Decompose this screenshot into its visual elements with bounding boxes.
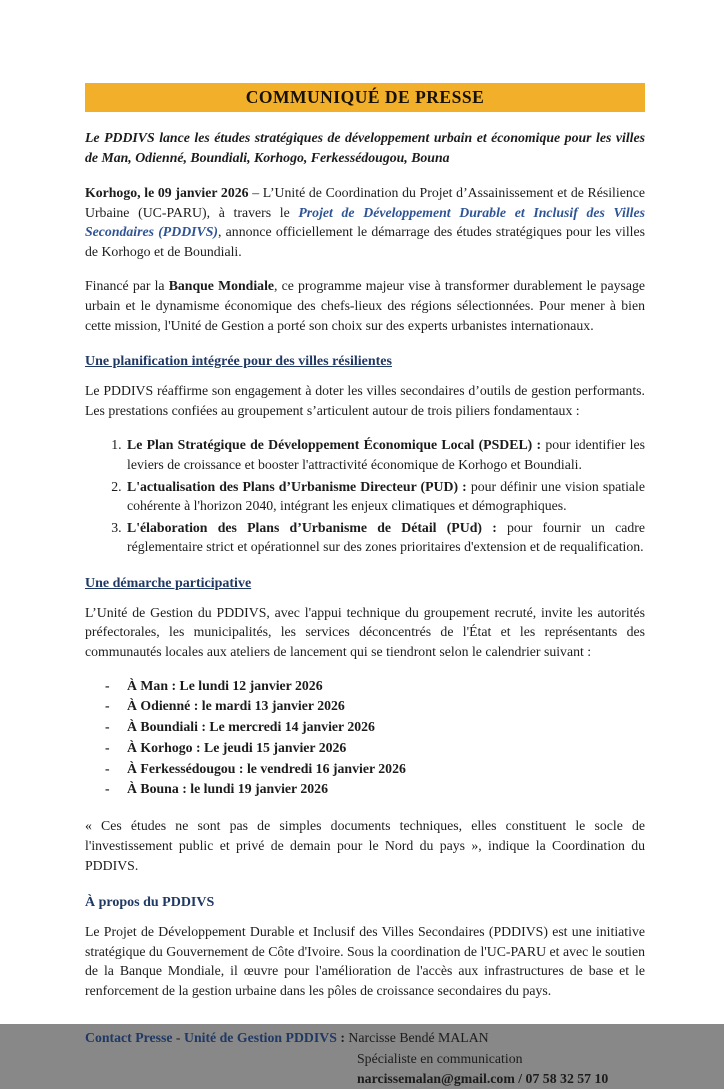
contact-name: Narcisse Bendé MALAN: [348, 1029, 489, 1045]
pillar-item-pud: [125, 477, 645, 516]
dash-marker: -: [105, 719, 110, 735]
schedule-item-boundiali-label: À Boundiali : Le mercredi 14 janvier 2026: [127, 719, 375, 735]
dash-marker: -: [105, 760, 110, 776]
funding-text-b: , ce programme majeur vise à transformer durablement le paysage urbain et le dynamisme économique des chefs-lieux des régions sélectionnées. Pour mener à bien cette mission, l'Unité de Gestion a porté son choix sur des experts urbanistes internationaux.: [85, 278, 645, 333]
contact-colon: :: [336, 1029, 349, 1045]
schedule-item-man-label: À Man : Le lundi 12 janvier 2026: [127, 677, 323, 693]
contact-line: [85, 1028, 645, 1048]
section-heading-demarche-label: Une démarche participative: [85, 575, 252, 591]
about-heading: [85, 895, 645, 911]
banner-title: COMMUNIQUÉ DE PRESSE: [245, 87, 485, 107]
schedule-item-bouna-label: À Bouna : le lundi 19 janvier 2026: [127, 781, 328, 797]
contact-block: [85, 1028, 645, 1089]
schedule-list: [85, 677, 645, 798]
pillar-pudetail-text: pour fournir un cadre réglementaire strict et opérationnel sur des zones prioritaires d'extension et de requalification.: [127, 519, 645, 555]
pillar-pud-title: L'actualisation des Plans d’Urbanisme Directeur (PUD) :: [127, 478, 467, 494]
press-release-banner: [85, 83, 645, 112]
lede-paragraph: Le PDDIVS lance les études stratégiques de développement urbain et économique pour les villes de Man, Odienné, Boundiali, Korhogo, Ferkessédougou, Bouna: [85, 130, 645, 165]
contact-press-label: Contact Presse: [85, 1029, 173, 1045]
dash-marker: -: [105, 781, 110, 797]
pillar-pudetail-title: L'élaboration des Plans d’Urbanisme de Détail (PUd) :: [127, 519, 497, 535]
schedule-intro-paragraph: L’Unité de Gestion du PDDIVS, avec l'appui technique du groupement recruté, invite les autorités préfectorales, les municipalités, les services déconcentrés de l'État et les représentants des communautés locales aux ateliers de lancement qui se tiendront selon le calendrier suivant :: [85, 604, 645, 659]
schedule-item-korhogo-label: À Korhogo : Le jeudi 15 janvier 2026: [127, 739, 347, 755]
quote-paragraph: « Ces études ne sont pas de simples documents techniques, elles constituent le socle de l'investissement public et privé de demain pour le Nord du pays », indique la Coordination du PDDIVS.: [85, 818, 645, 873]
schedule-item-odienne: [85, 697, 645, 714]
section-heading-planification-label: Une planification intégrée pour des villes résilientes: [85, 354, 392, 370]
dash-marker: -: [105, 677, 110, 693]
world-bank-bold: Banque Mondiale: [168, 278, 275, 294]
funding-text-a: Financé par la: [85, 278, 169, 294]
schedule-item-boundiali: [85, 718, 645, 735]
intro-text-b: , annonce officiellement le démarrage des études stratégiques pour les villes de Korhogo et de Boundiali.: [85, 224, 645, 259]
pillar-pud-text: pour définir une vision spatiale cohérente à l'horizon 2040, intégrant les enjeux climatiques et démographiques.: [127, 478, 645, 514]
contact-separator: -: [172, 1029, 184, 1045]
schedule-item-ferkessedougou: [85, 760, 645, 777]
schedule-item-korhogo: [85, 739, 645, 756]
intro-text-a: L’Unité de Coordination du Projet d’Assainissement et de Résilience Urbaine (UC-PARU), à travers le: [85, 185, 645, 220]
intro-paragraph: [85, 183, 645, 261]
dateline: Korhogo, le 09 janvier 2026: [85, 185, 249, 201]
schedule-item-bouna: [85, 780, 645, 797]
pillar-item-pudetail: [125, 518, 645, 557]
schedule-item-odienne-label: À Odienné : le mardi 13 janvier 2026: [127, 698, 345, 714]
contact-email-phone: narcissemalan@gmail.com / 07 58 32 57 10: [357, 1071, 609, 1087]
pillar-item-psdel: [125, 435, 645, 474]
section-heading-demarche: [85, 576, 645, 592]
about-paragraph: Le Projet de Développement Durable et Inclusif des Villes Secondaires (PDDIVS) est une initiative stratégique du Gouvernement de Côte d'Ivoire. Sous la coordination de l'UC-PARU et avec le soutien de la Banque Mondiale, il œuvre pour l'amélioration de l'accès aux infrastructures de base et le renforcement de la gestion urbaine dans les pôles de croissance secondaires du pays.: [85, 924, 645, 998]
schedule-item-ferkessedougou-label: À Ferkessédougou : le vendredi 16 janvier 2026: [127, 760, 406, 776]
pillars-intro-paragraph: Le PDDIVS réaffirme son engagement à doter les villes secondaires d’outils de gestion performants. Les prestations confiées au groupement s’articulent autour de trois piliers fondamentaux :: [85, 383, 645, 418]
contact-unit-label: Unité de Gestion PDDIVS: [183, 1029, 337, 1045]
pillar-list: [85, 435, 645, 556]
pillar-psdel-title: Le Plan Stratégique de Développement Économique Local (PSDEL) :: [127, 437, 542, 453]
pillar-psdel-text: pour identifier les leviers de croissance et booster l'attractivité économique de Korhogo et Boundiali.: [127, 437, 645, 472]
about-heading-label: À propos du PDDIVS: [85, 895, 215, 911]
contact-role: Spécialiste en communication: [357, 1051, 523, 1067]
section-heading-planification: [85, 354, 645, 370]
dash-marker: -: [105, 739, 110, 755]
dateline-dash: –: [248, 185, 263, 201]
project-name-highlight: Projet de Développement Durable et Inclusif des Villes Secondaires (PDDIVS): [85, 204, 645, 240]
schedule-item-man: [85, 677, 645, 694]
funding-paragraph: [85, 276, 645, 335]
dash-marker: -: [105, 698, 110, 714]
